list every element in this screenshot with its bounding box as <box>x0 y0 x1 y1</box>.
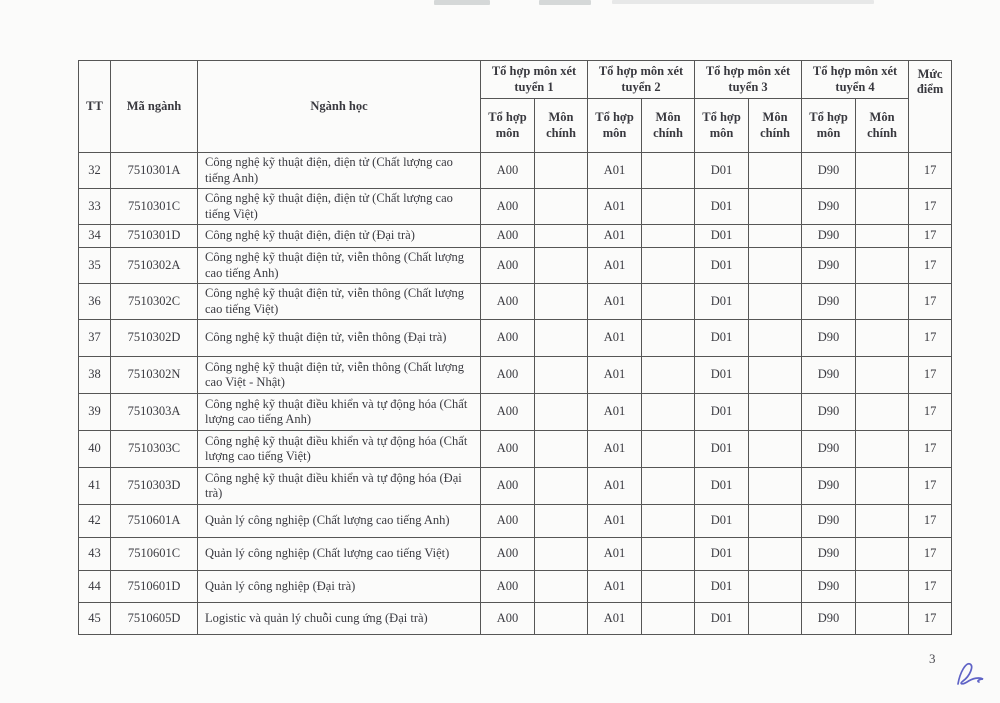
cell-g3: D01 <box>695 153 749 189</box>
cell-g3: D01 <box>695 431 749 468</box>
cell-g2: A01 <box>588 225 642 248</box>
cell-g4-main <box>856 394 909 431</box>
cell-g3-main <box>749 394 802 431</box>
cell-g2-main <box>642 538 695 571</box>
cell-score: 17 <box>909 357 952 394</box>
cell-g1-main <box>535 505 588 538</box>
cell-g3-main <box>749 153 802 189</box>
cell-g4: D90 <box>802 189 856 225</box>
page-number: 3 <box>929 651 936 666</box>
cell-g2: A01 <box>588 189 642 225</box>
cell-score: 17 <box>909 431 952 468</box>
cell-g2-main <box>642 153 695 189</box>
cell-g4-main <box>856 320 909 357</box>
cell-g3-main <box>749 189 802 225</box>
admission-combos-table <box>78 60 952 635</box>
cell-g4-main <box>856 284 909 320</box>
cell-g2-main <box>642 571 695 603</box>
cell-g1: A00 <box>481 603 535 635</box>
cell-g1-main <box>535 284 588 320</box>
cell-g2: A01 <box>588 538 642 571</box>
table-row <box>79 153 952 189</box>
cell-tt: 45 <box>79 603 111 635</box>
cell-code: 7510605D <box>111 603 198 635</box>
table-row <box>79 320 952 357</box>
cell-g3-main <box>749 603 802 635</box>
cell-g1-main <box>535 320 588 357</box>
cell-g4-main <box>856 571 909 603</box>
cell-score: 17 <box>909 189 952 225</box>
cell-g3-main <box>749 225 802 248</box>
cell-tt: 32 <box>79 153 111 189</box>
subheader-combo: Tổ hợp môn <box>588 99 642 153</box>
cell-g2-main <box>642 225 695 248</box>
table-row <box>79 189 952 225</box>
cell-score: 17 <box>909 571 952 603</box>
cell-major: Quản lý công nghiệp (Chất lượng cao tiếng Việt) <box>198 538 481 571</box>
cell-g2-main <box>642 357 695 394</box>
cell-score: 17 <box>909 320 952 357</box>
cell-g2-main <box>642 320 695 357</box>
cell-g1-main <box>535 468 588 505</box>
cell-g3: D01 <box>695 225 749 248</box>
cell-major: Công nghệ kỹ thuật điện, điện tử (Chất lượng cao tiếng Anh) <box>198 153 481 189</box>
cell-tt: 43 <box>79 538 111 571</box>
cell-g3-main <box>749 571 802 603</box>
cell-tt: 42 <box>79 505 111 538</box>
cell-g3: D01 <box>695 603 749 635</box>
cell-g2: A01 <box>588 284 642 320</box>
cell-major: Quản lý công nghiệp (Chất lượng cao tiếng Anh) <box>198 505 481 538</box>
cell-g3-main <box>749 505 802 538</box>
cell-tt: 44 <box>79 571 111 603</box>
cell-code: 7510303D <box>111 468 198 505</box>
cell-g4-main <box>856 468 909 505</box>
cell-score: 17 <box>909 468 952 505</box>
cell-g3-main <box>749 284 802 320</box>
cell-g2-main <box>642 189 695 225</box>
cell-major: Logistic và quản lý chuỗi cung ứng (Đại trà) <box>198 603 481 635</box>
cell-g4: D90 <box>802 468 856 505</box>
cell-code: 7510601A <box>111 505 198 538</box>
cell-g1-main <box>535 431 588 468</box>
cell-g3: D01 <box>695 571 749 603</box>
subheader-combo: Tổ hợp môn <box>481 99 535 153</box>
cell-g4: D90 <box>802 225 856 248</box>
cell-g2-main <box>642 431 695 468</box>
cell-g1-main <box>535 189 588 225</box>
cell-score: 17 <box>909 538 952 571</box>
cell-tt: 36 <box>79 284 111 320</box>
cell-tt: 34 <box>79 225 111 248</box>
cell-g3: D01 <box>695 320 749 357</box>
table-row <box>79 603 952 635</box>
table-header <box>79 61 952 153</box>
cell-score: 17 <box>909 284 952 320</box>
cell-g1-main <box>535 357 588 394</box>
cell-g2: A01 <box>588 320 642 357</box>
cell-tt: 37 <box>79 320 111 357</box>
cell-g4-main <box>856 225 909 248</box>
cell-g2: A01 <box>588 468 642 505</box>
cell-g2: A01 <box>588 248 642 284</box>
cell-major: Công nghệ kỹ thuật điều khiển và tự động hóa (Đại trà) <box>198 468 481 505</box>
cell-score: 17 <box>909 603 952 635</box>
cell-code: 7510601C <box>111 538 198 571</box>
cell-code: 7510302D <box>111 320 198 357</box>
cell-g1: A00 <box>481 320 535 357</box>
cell-g2-main <box>642 603 695 635</box>
col-header-tt: TT <box>79 61 111 153</box>
cell-g1-main <box>535 248 588 284</box>
cell-code: 7510302N <box>111 357 198 394</box>
cell-g2-main <box>642 505 695 538</box>
cell-g1-main <box>535 571 588 603</box>
scan-artifact <box>539 0 591 5</box>
cell-score: 17 <box>909 153 952 189</box>
table-row <box>79 538 952 571</box>
cell-g1-main <box>535 153 588 189</box>
cell-g4: D90 <box>802 284 856 320</box>
cell-g1: A00 <box>481 225 535 248</box>
cell-g1: A00 <box>481 431 535 468</box>
cell-major: Công nghệ kỹ thuật điều khiển và tự động hóa (Chất lượng cao tiếng Việt) <box>198 431 481 468</box>
cell-g3: D01 <box>695 248 749 284</box>
cell-g1: A00 <box>481 468 535 505</box>
cell-g4: D90 <box>802 394 856 431</box>
cell-tt: 41 <box>79 468 111 505</box>
scan-artifact <box>612 0 874 4</box>
cell-g4: D90 <box>802 248 856 284</box>
cell-g1: A00 <box>481 284 535 320</box>
cell-g2: A01 <box>588 357 642 394</box>
cell-major: Công nghệ kỹ thuật điện tử, viễn thông (Chất lượng cao Việt - Nhật) <box>198 357 481 394</box>
cell-score: 17 <box>909 248 952 284</box>
cell-g3-main <box>749 431 802 468</box>
cell-g3: D01 <box>695 284 749 320</box>
cell-g3-main <box>749 320 802 357</box>
col-header-ma-nganh: Mã ngành <box>111 61 198 153</box>
cell-g1: A00 <box>481 189 535 225</box>
cell-g1-main <box>535 538 588 571</box>
cell-code: 7510301D <box>111 225 198 248</box>
group-header-combo-4: Tổ hợp môn xét tuyển 4 <box>802 61 909 99</box>
cell-code: 7510301A <box>111 153 198 189</box>
subheader-combo: Tổ hợp môn <box>695 99 749 153</box>
group-header-combo-1: Tổ hợp môn xét tuyển 1 <box>481 61 588 99</box>
cell-tt: 40 <box>79 431 111 468</box>
cell-major: Công nghệ kỹ thuật điều khiển và tự động hóa (Chất lượng cao tiếng Anh) <box>198 394 481 431</box>
subheader-main: Môn chính <box>856 99 909 153</box>
table-row <box>79 225 952 248</box>
cell-score: 17 <box>909 225 952 248</box>
cell-g2: A01 <box>588 394 642 431</box>
table-row <box>79 357 952 394</box>
cell-code: 7510302A <box>111 248 198 284</box>
cell-g3: D01 <box>695 189 749 225</box>
cell-g2-main <box>642 284 695 320</box>
cell-g1: A00 <box>481 571 535 603</box>
cell-major: Công nghệ kỹ thuật điện, điện tử (Đại trà) <box>198 225 481 248</box>
cell-g3-main <box>749 538 802 571</box>
cell-g4-main <box>856 505 909 538</box>
cell-g4-main <box>856 189 909 225</box>
cell-tt: 35 <box>79 248 111 284</box>
cell-g1: A00 <box>481 394 535 431</box>
group-header-combo-2: Tổ hợp môn xét tuyển 2 <box>588 61 695 99</box>
cell-g4: D90 <box>802 603 856 635</box>
table-row <box>79 394 952 431</box>
cell-g4: D90 <box>802 571 856 603</box>
cell-code: 7510302C <box>111 284 198 320</box>
cell-g4: D90 <box>802 320 856 357</box>
subheader-main: Môn chính <box>535 99 588 153</box>
cell-g4: D90 <box>802 538 856 571</box>
cell-major: Công nghệ kỹ thuật điện tử, viễn thông (Chất lượng cao tiếng Anh) <box>198 248 481 284</box>
cell-g2: A01 <box>588 603 642 635</box>
scan-artifact <box>434 0 490 5</box>
cell-g2: A01 <box>588 571 642 603</box>
cell-g4: D90 <box>802 357 856 394</box>
cell-g4-main <box>856 431 909 468</box>
cell-g1: A00 <box>481 153 535 189</box>
cell-g3: D01 <box>695 505 749 538</box>
cell-g3: D01 <box>695 357 749 394</box>
table-body <box>79 153 952 635</box>
signature-icon <box>950 658 990 701</box>
cell-major: Công nghệ kỹ thuật điện tử, viễn thông (Đại trà) <box>198 320 481 357</box>
cell-g4-main <box>856 538 909 571</box>
cell-major: Công nghệ kỹ thuật điện, điện tử (Chất lượng cao tiếng Việt) <box>198 189 481 225</box>
cell-tt: 38 <box>79 357 111 394</box>
cell-g2: A01 <box>588 153 642 189</box>
cell-g3: D01 <box>695 538 749 571</box>
cell-g3: D01 <box>695 394 749 431</box>
table-row <box>79 284 952 320</box>
cell-g4-main <box>856 153 909 189</box>
cell-g2: A01 <box>588 431 642 468</box>
cell-tt: 33 <box>79 189 111 225</box>
cell-g4: D90 <box>802 431 856 468</box>
cell-code: 7510301C <box>111 189 198 225</box>
cell-g4-main <box>856 603 909 635</box>
col-header-muc-diem: Mức điểm <box>909 61 952 153</box>
cell-g4: D90 <box>802 153 856 189</box>
cell-g2-main <box>642 248 695 284</box>
cell-g3: D01 <box>695 468 749 505</box>
cell-g2: A01 <box>588 505 642 538</box>
subheader-combo: Tổ hợp môn <box>802 99 856 153</box>
cell-g2-main <box>642 468 695 505</box>
cell-major: Công nghệ kỹ thuật điện tử, viễn thông (Chất lượng cao tiếng Việt) <box>198 284 481 320</box>
cell-g2-main <box>642 394 695 431</box>
cell-score: 17 <box>909 394 952 431</box>
subheader-main: Môn chính <box>749 99 802 153</box>
cell-g3-main <box>749 357 802 394</box>
cell-tt: 39 <box>79 394 111 431</box>
cell-code: 7510303A <box>111 394 198 431</box>
group-header-combo-3: Tổ hợp môn xét tuyển 3 <box>695 61 802 99</box>
cell-g4-main <box>856 248 909 284</box>
table-row <box>79 571 952 603</box>
cell-g1-main <box>535 603 588 635</box>
cell-g3-main <box>749 248 802 284</box>
cell-g1: A00 <box>481 538 535 571</box>
table-row <box>79 468 952 505</box>
cell-g4: D90 <box>802 505 856 538</box>
cell-g1-main <box>535 394 588 431</box>
cell-score: 17 <box>909 505 952 538</box>
table-row <box>79 505 952 538</box>
table-row <box>79 431 952 468</box>
cell-code: 7510601D <box>111 571 198 603</box>
cell-g3-main <box>749 468 802 505</box>
cell-major: Quản lý công nghiệp (Đại trà) <box>198 571 481 603</box>
cell-g1: A00 <box>481 505 535 538</box>
subheader-main: Môn chính <box>642 99 695 153</box>
col-header-nganh-hoc: Ngành học <box>198 61 481 153</box>
cell-g4-main <box>856 357 909 394</box>
cell-g1-main <box>535 225 588 248</box>
cell-g1: A00 <box>481 248 535 284</box>
cell-g1: A00 <box>481 357 535 394</box>
table-row <box>79 248 952 284</box>
cell-code: 7510303C <box>111 431 198 468</box>
